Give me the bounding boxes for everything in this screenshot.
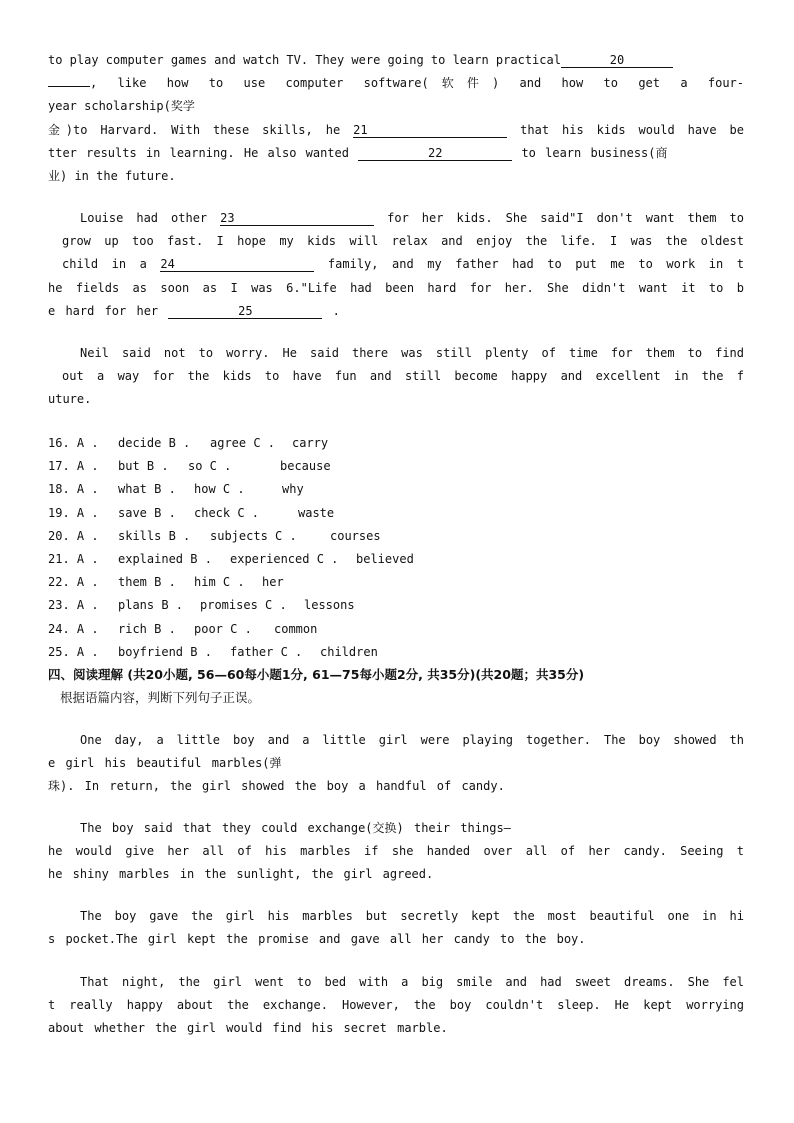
blank-25: 25 (168, 304, 322, 319)
cloze-paragraph-2 (48, 207, 744, 323)
blank-21: 21 (353, 123, 507, 138)
option-row: 22. A . them B . him C . her (48, 575, 284, 590)
text-line: he shiny marbles in the sunlight, the girl agreed. (48, 867, 434, 882)
text-line: Louise had other 23 for her kids. She said"I don't want them to (80, 211, 744, 225)
cloze-paragraph-3 (48, 342, 744, 412)
blank-22: 22 (358, 146, 512, 161)
reading-paragraph-4 (48, 971, 744, 1041)
text-line: The boy said that they could exchange(交换) their things— (80, 821, 511, 835)
cloze-paragraph-1 (48, 49, 744, 188)
text-line: out a way for the kids to have fun and still become happy and excellent in the f (62, 369, 744, 384)
section-instruction: 根据语篇内容，判断下列句子正误。 (60, 690, 261, 705)
text-line: tter results in learning. He also wanted 22 to learn business(商 (48, 145, 668, 160)
text-line: One day, a little boy and a little girl were playing together. The boy showed th (80, 733, 744, 747)
text-line: e girl his beautiful marbles(弹 (48, 756, 282, 771)
text-line: he fields as soon as I was 6."Life had been hard for her. She didn't want it to b (48, 280, 744, 295)
text-line: e hard for her 25 . (48, 303, 340, 318)
text-line: 业) in the future. (48, 169, 176, 184)
section-heading: 四、阅读理解 (共20小题, 56—60每小题1分, 61—75每小题2分, 共35分)(共20题；共35分) (48, 667, 585, 682)
text-line: Neil said not to worry. He said there was still plenty of time for them to find (80, 346, 744, 360)
option-row: 21. A . explained B . experienced C . believed (48, 551, 414, 566)
text-line: The boy gave the girl his marbles but secretly kept the most beautiful one in hi (80, 909, 744, 923)
option-row: 20. A . skills B . subjects C . courses (48, 528, 381, 543)
blank-24: 24 (160, 257, 314, 272)
option-row: 17. A . but B . so C . because (48, 459, 331, 474)
blank-20-continued (48, 86, 90, 87)
option-row: 18. A . what B . how C . why (48, 482, 304, 497)
option-row: 16. A . decide B . agree C . carry (48, 436, 329, 450)
text-line: grow up too fast. I hope my kids will relax and enjoy the life. I was the oldest (62, 234, 744, 249)
text-line: t really happy about the exchange. However, the boy couldn't sleep. He kept worrying (48, 998, 744, 1013)
text-line: to play computer games and watch TV. They were going to learn practical 20 (48, 49, 744, 72)
text-line: s pocket.The girl kept the promise and gave all her candy to the boy. (48, 932, 586, 947)
text-line: child in a 24 family, and my father had to put me to work in t (62, 257, 745, 272)
option-row: 25. A . boyfriend B . father C . children (48, 644, 378, 659)
text-line: about whether the girl would find his secret marble. (48, 1021, 448, 1036)
text-line: 金)to Harvard. With these skills, he 21 that his kids would have be (48, 122, 744, 137)
option-row: 19. A . save B . check C . waste (48, 505, 335, 520)
text-line: he would give her all of his marbles if she handed over all of her candy. Seeing t (48, 844, 744, 859)
text-line: 珠). In return, the girl showed the boy a handful of candy. (48, 779, 505, 794)
blank-23: 23 (220, 211, 374, 226)
reading-paragraph-3 (48, 905, 744, 951)
option-row: 23. A . plans B . promises C . lessons (48, 598, 355, 613)
blank-20: 20 (561, 53, 673, 68)
answer-options (48, 432, 548, 664)
option-row: 24. A . rich B . poor C . common (48, 621, 318, 636)
text-line: uture. (48, 392, 92, 407)
text-line: That night, the girl went to bed with a big smile and had sweet dreams. She fel (80, 975, 744, 989)
text-line: , like how to use computer software(软件) and how to get a four- (48, 72, 744, 95)
text-line: year scholarship(奖学 (48, 99, 195, 114)
reading-paragraph-1 (48, 729, 744, 799)
reading-paragraph-2 (48, 817, 744, 887)
